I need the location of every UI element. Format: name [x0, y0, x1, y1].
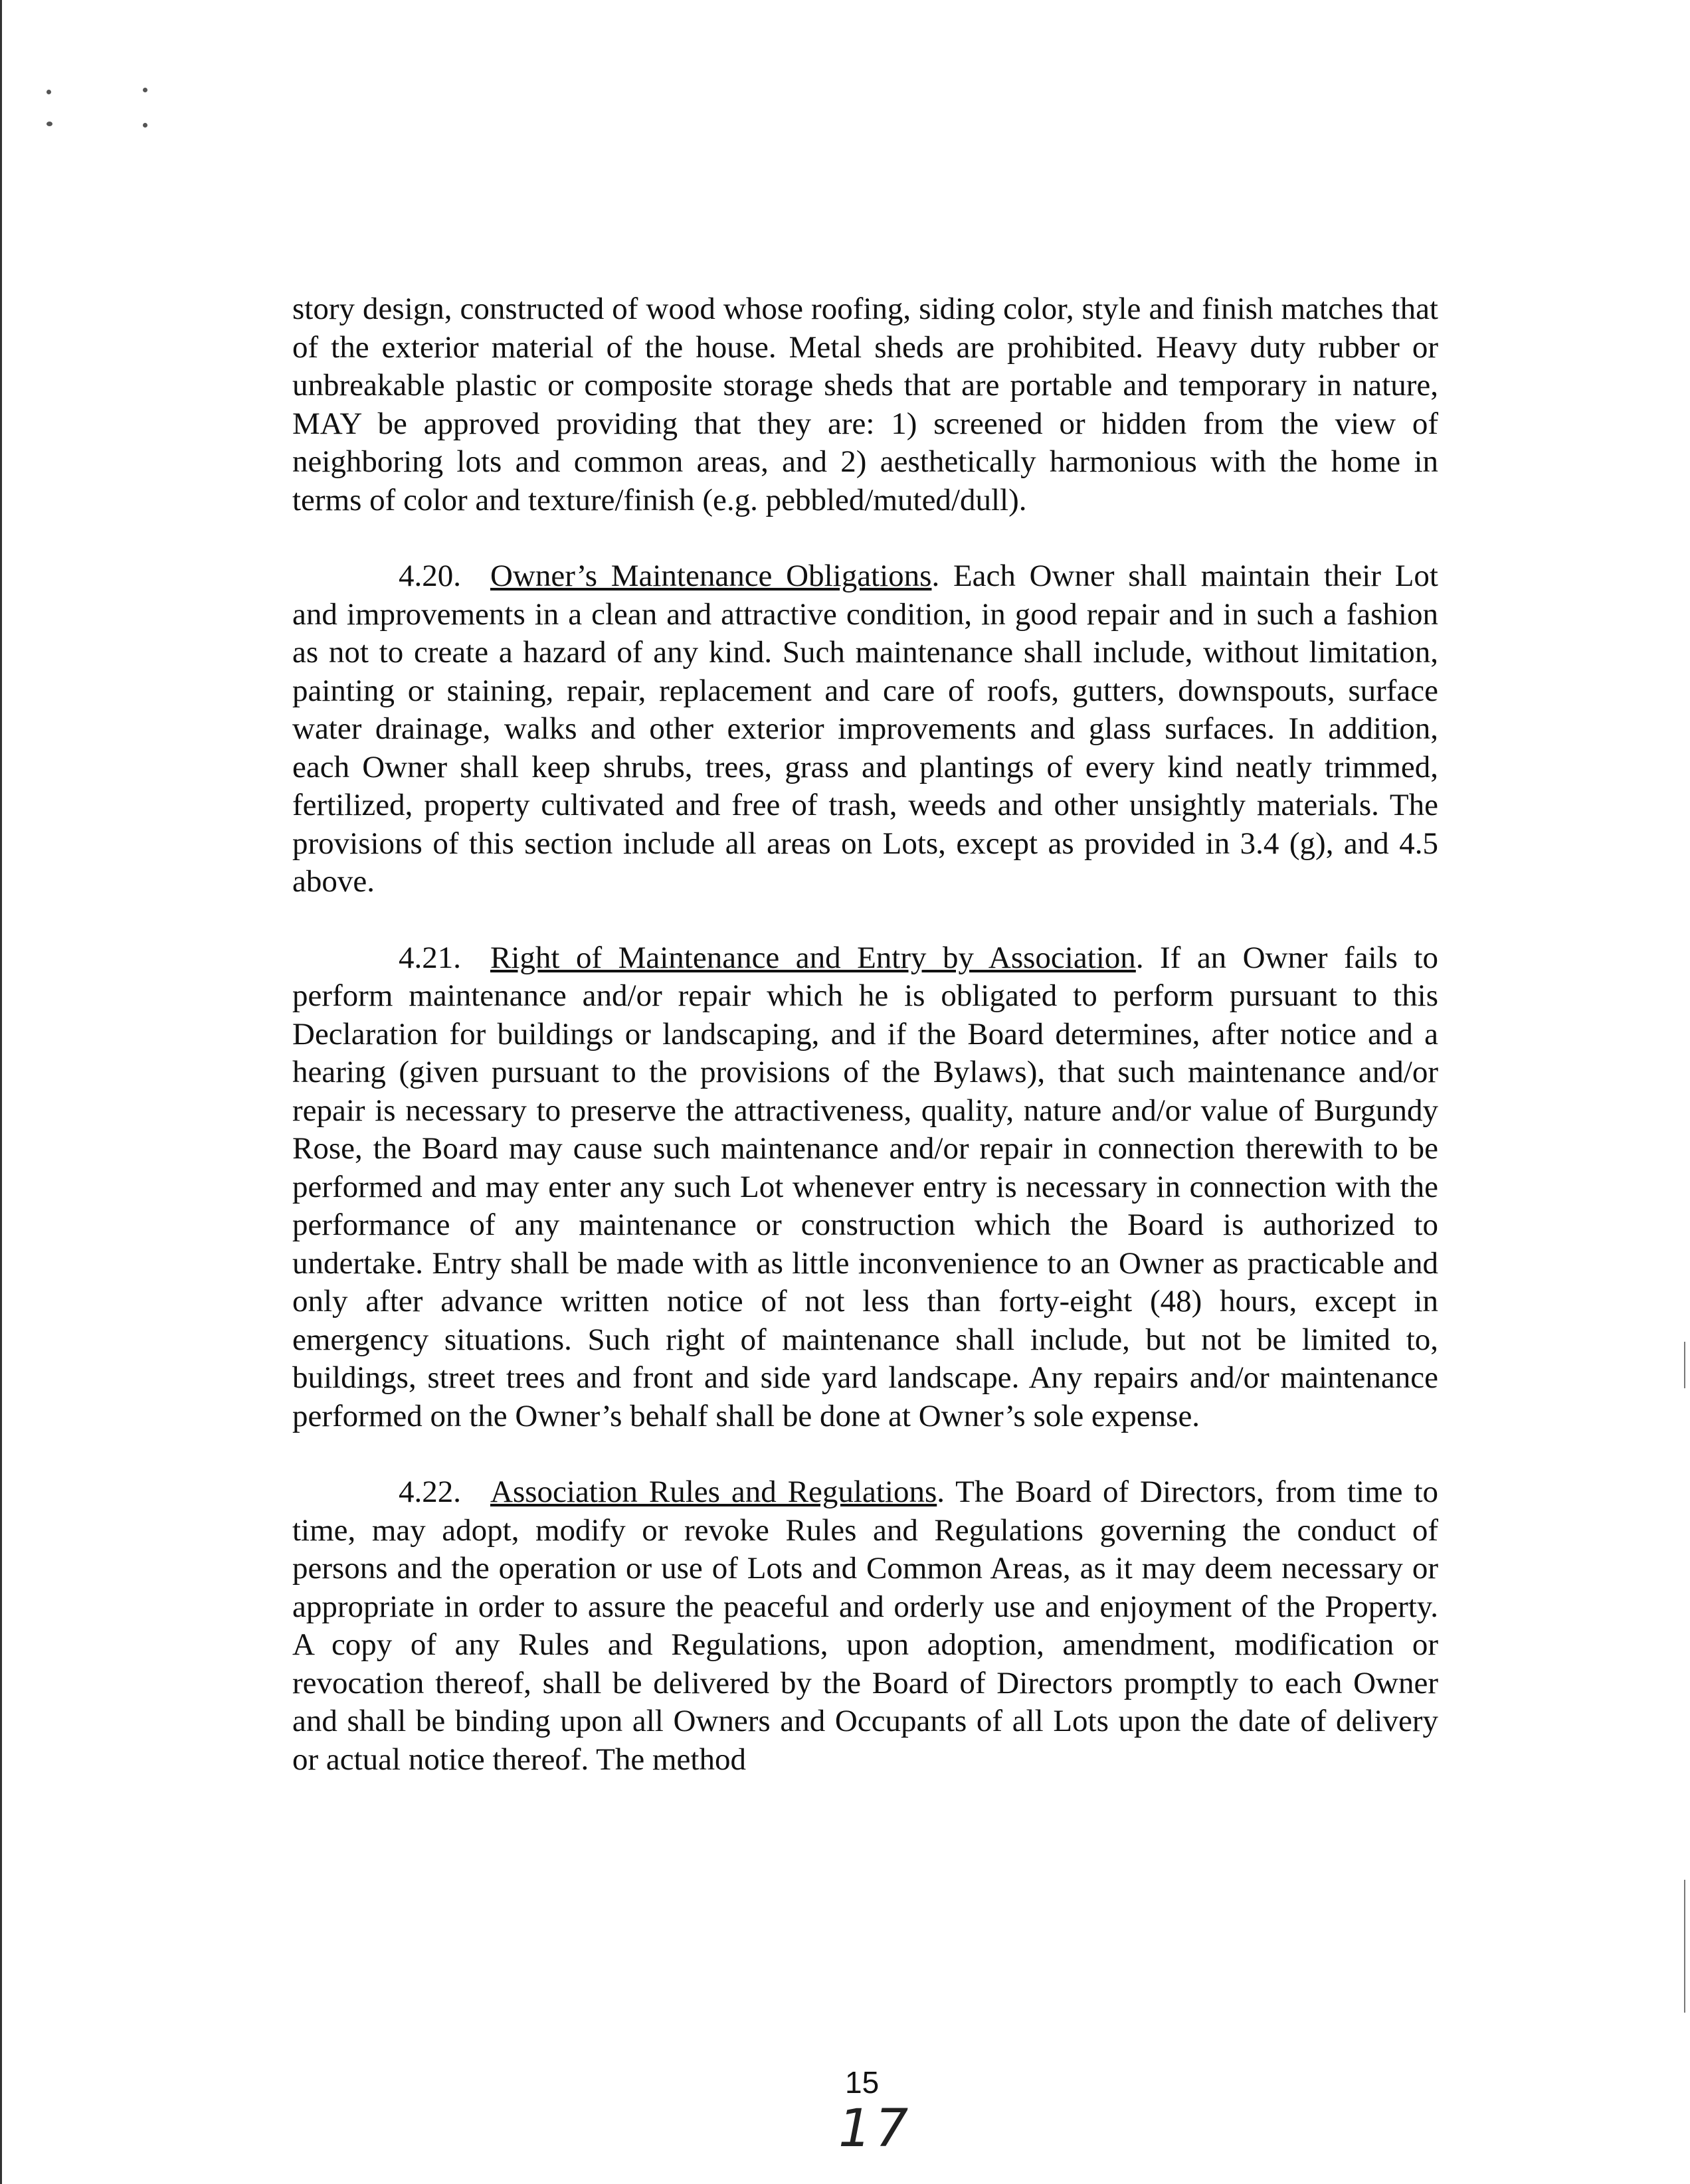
section-number: 4.21. [399, 940, 461, 975]
paragraph-continuation [292, 290, 1438, 519]
body-text [292, 290, 1438, 1817]
scan-speck [143, 123, 147, 128]
paragraph-text: . If an Owner fails to perform maintenance and/or repair which he is obligated to perform pursuant to this Declaration for buildings or landscaping, and if the Board determines, after notice and a hearing (given pursuant to the provisions of the Bylaws), that such maintenance and/or repair is necessary to preserve the attractiveness, quality, nature and/or value of Burgundy Rose, the Board may cause such maintenance and/or repair in connection therewith to be performed and may enter any such Lot whenever entry is necessary in connection with the performance of any maintenance or construction which the Board is authorized to undertake. Entry shall be made with as little inconvenience to an Owner as practicable and only after advance written notice of not less than forty-eight (48) hours, except in emergency situations. Such right of maintenance shall include, but not be limited to, buildings, street trees and front and side yard landscape. Any repairs and/or maintenance performed on the Owner’s behalf shall be done at Owner’s sole expense. [292, 940, 1438, 1433]
scan-speck [47, 122, 52, 126]
paragraph-text: . The Board of Directors, from time to time, may adopt, modify or revoke Rules and Regulations governing the conduct of persons and the operation or use of Lots and Common Areas, as it may deem necessary or appropriate in order to assure the peaceful and orderly use and enjoyment of the Property. A copy of any Rules and Regulations, upon adoption, amendment, modification or revocation thereof, shall be delivered by the Board of Directors promptly to each Owner and shall be binding upon all Owners and Occupants of all Lots upon the date of delivery or actual notice thereof. The method [292, 1475, 1439, 1777]
section-4-20 [292, 557, 1438, 901]
section-number: 4.20. [399, 559, 461, 593]
paragraph-text: . Each Owner shall maintain their Lot and improvements in a clean and attractive condition, in good repair and in such a fashion as not to create a hazard of any kind. Such maintenance shall include, without limitation, painting or staining, repair, replacement and care of roofs, gutters, downspouts, surface water drainage, walks and other exterior improvements and glass surfaces. In addition, each Owner shall keep shrubs, trees, grass and plantings of every kind neatly trimmed, fertilized, property cultivated and free of trash, weeds and other unsightly materials. The provisions of this section include all areas on Lots, except as provided in 3.4 (g), and 4.5 above. [292, 559, 1438, 899]
page-number: 15 [845, 2065, 880, 2100]
paragraph-text: story design, constructed of wood whose roofing, siding color, style and finish matches that of the exterior material of the house. Metal sheds are prohibited. Heavy duty rubber or unbreakable plastic or composite storage sheds that are portable and temporary in nature, MAY be approved providing that they are: 1) screened or hidden from the view of neighboring lots and common areas, and 2) aesthetically harmonious with the home in terms of color and texture/finish (e.g. pebbled/muted/dull). [292, 292, 1438, 517]
section-title: Owner’s Maintenance Obligations [490, 559, 932, 593]
scan-edge-mark [1684, 1342, 1685, 1388]
scan-speck [47, 90, 51, 94]
scan-edge-mark [1684, 1880, 1685, 2013]
section-title: Association Rules and Regulations [490, 1475, 937, 1509]
section-4-22 [292, 1473, 1438, 1779]
section-title: Right of Maintenance and Entry by Association [490, 940, 1136, 975]
scan-edge-line [0, 0, 2, 2184]
section-4-21 [292, 939, 1438, 1436]
scan-speck [143, 88, 147, 92]
section-number: 4.22. [399, 1475, 461, 1509]
handwritten-page-number: 17 [838, 2099, 913, 2159]
